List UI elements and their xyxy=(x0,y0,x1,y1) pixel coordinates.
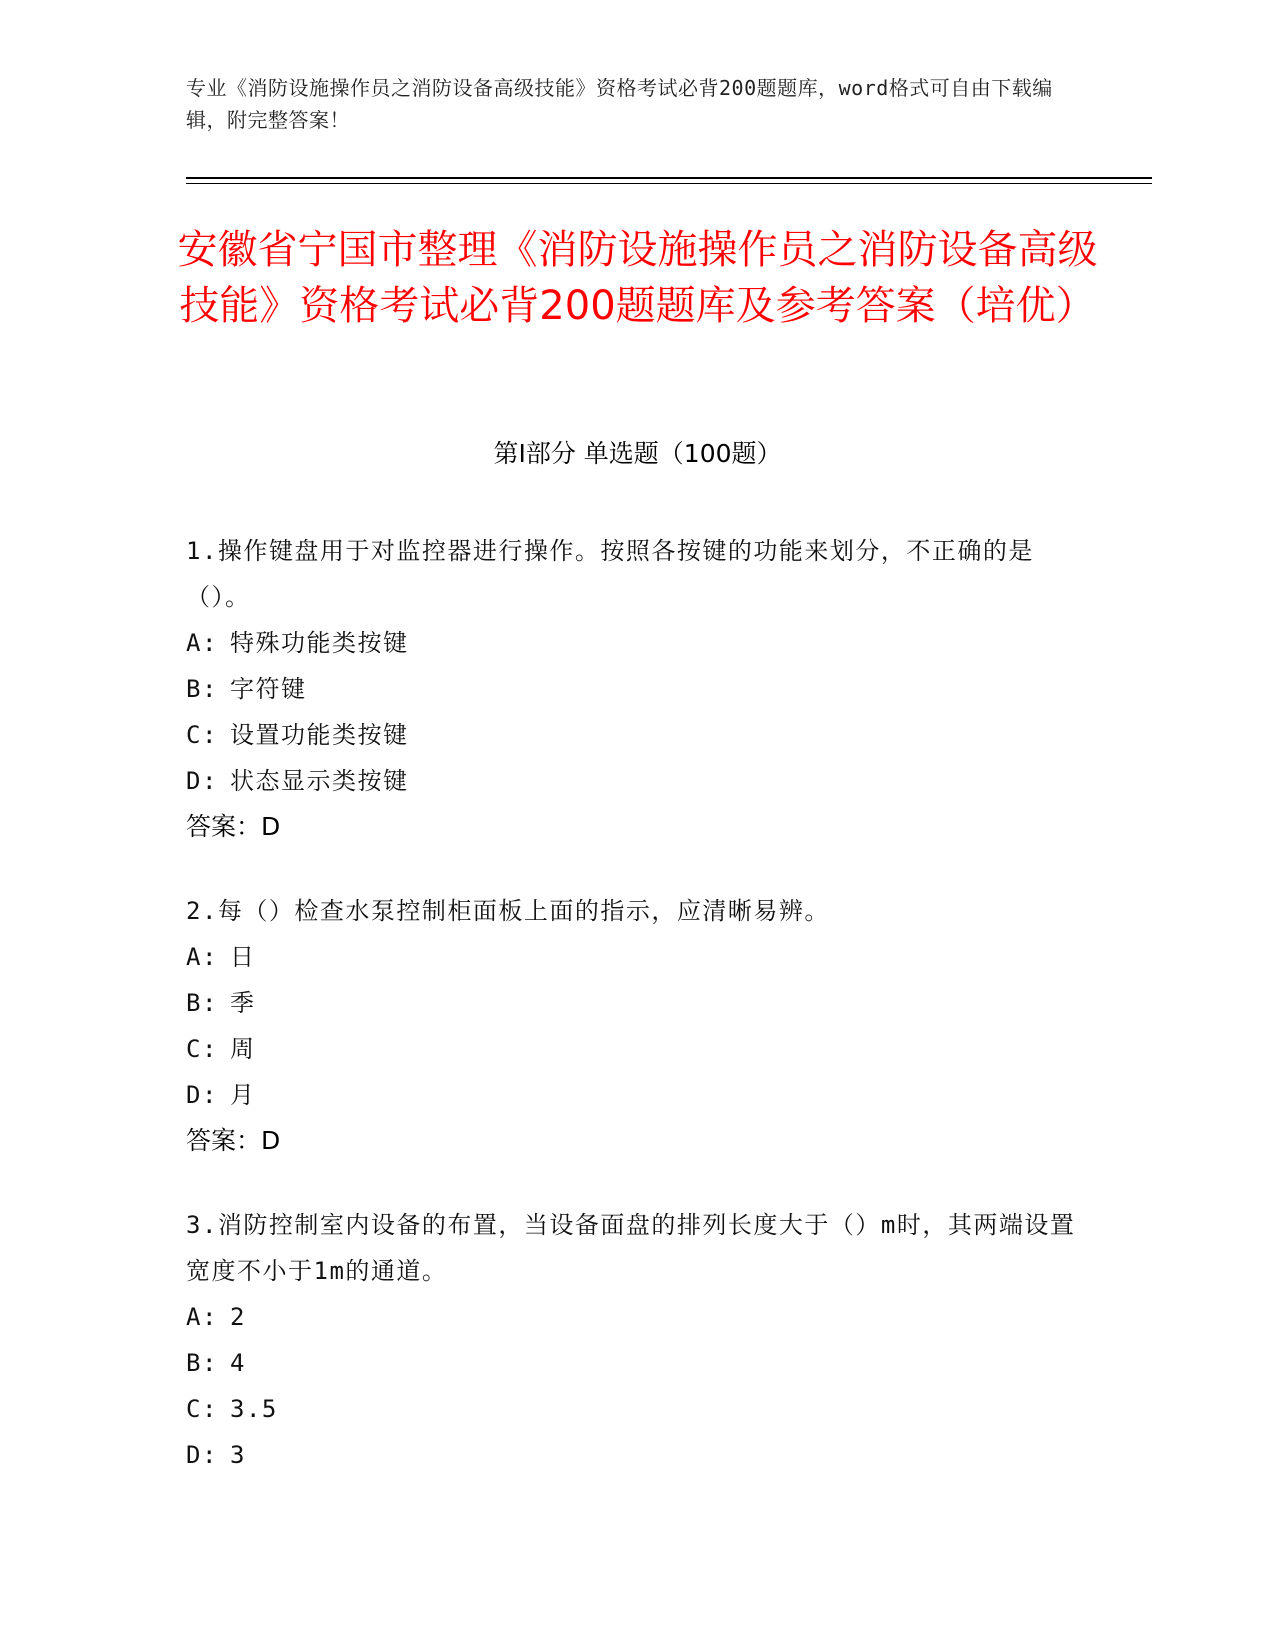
option-c xyxy=(186,1386,1086,1432)
option-key: C: xyxy=(186,1395,218,1423)
option-text: 3 xyxy=(230,1441,246,1469)
option-key: D: xyxy=(186,1441,218,1469)
answer-label: 答案：D xyxy=(186,1126,281,1155)
option-b xyxy=(186,980,1086,1026)
header-divider-thin xyxy=(186,183,1152,184)
option-key: D: xyxy=(186,767,218,795)
option-key: B: xyxy=(186,1349,218,1377)
option-d xyxy=(186,1072,1086,1118)
option-d xyxy=(186,1432,1086,1478)
option-key: B: xyxy=(186,675,218,703)
section-heading: 第I部分 单选题（100题） xyxy=(493,439,782,468)
option-text: 特殊功能类按键 xyxy=(230,629,409,657)
option-a xyxy=(186,1294,1086,1340)
header-note: 专业《消防设施操作员之消防设备高级技能》资格考试必背200题题库，word格式可自由下载编辑，附完整答案！ xyxy=(186,76,1053,132)
option-key: D: xyxy=(186,1081,218,1109)
option-text: 4 xyxy=(230,1349,246,1377)
option-text: 日 xyxy=(230,943,256,971)
header-divider-thick xyxy=(186,177,1152,179)
option-text: 设置功能类按键 xyxy=(230,721,409,749)
option-key: C: xyxy=(186,721,218,749)
option-key: A: xyxy=(186,629,218,657)
question-stem: 3.消防控制室内设备的布置，当设备面盘的排列长度大于（）m时，其两端设置宽度不小于1m的通道。 xyxy=(186,1211,1076,1285)
option-c xyxy=(186,1026,1086,1072)
option-b xyxy=(186,666,1086,712)
option-text: 状态显示类按键 xyxy=(230,767,409,795)
option-text: 3.5 xyxy=(230,1395,278,1423)
question-list xyxy=(186,528,1086,1516)
option-d xyxy=(186,758,1086,804)
option-text: 2 xyxy=(230,1303,246,1331)
option-text: 月 xyxy=(230,1081,256,1109)
question-1 xyxy=(186,528,1086,850)
option-text: 字符键 xyxy=(230,675,307,703)
option-text: 周 xyxy=(230,1035,256,1063)
option-a xyxy=(186,620,1086,666)
option-key: B: xyxy=(186,989,218,1017)
option-a xyxy=(186,934,1086,980)
option-key: C: xyxy=(186,1035,218,1063)
option-key: A: xyxy=(186,943,218,971)
question-stem: 2.每（）检查水泵控制柜面板上面的指示，应清晰易辨。 xyxy=(186,897,830,925)
question-3 xyxy=(186,1202,1086,1478)
question-stem: 1.操作键盘用于对监控器进行操作。按照各按键的功能来划分，不正确的是（）。 xyxy=(186,537,1034,611)
option-b xyxy=(186,1340,1086,1386)
option-c xyxy=(186,712,1086,758)
document-title: 安徽省宁国市整理《消防设施操作员之消防设备高级技能》资格考试必背200题题库及参考答案（培优） xyxy=(177,227,1098,329)
option-key: A: xyxy=(186,1303,218,1331)
option-text: 季 xyxy=(230,989,256,1017)
answer-label: 答案：D xyxy=(186,812,281,841)
question-2 xyxy=(186,888,1086,1164)
